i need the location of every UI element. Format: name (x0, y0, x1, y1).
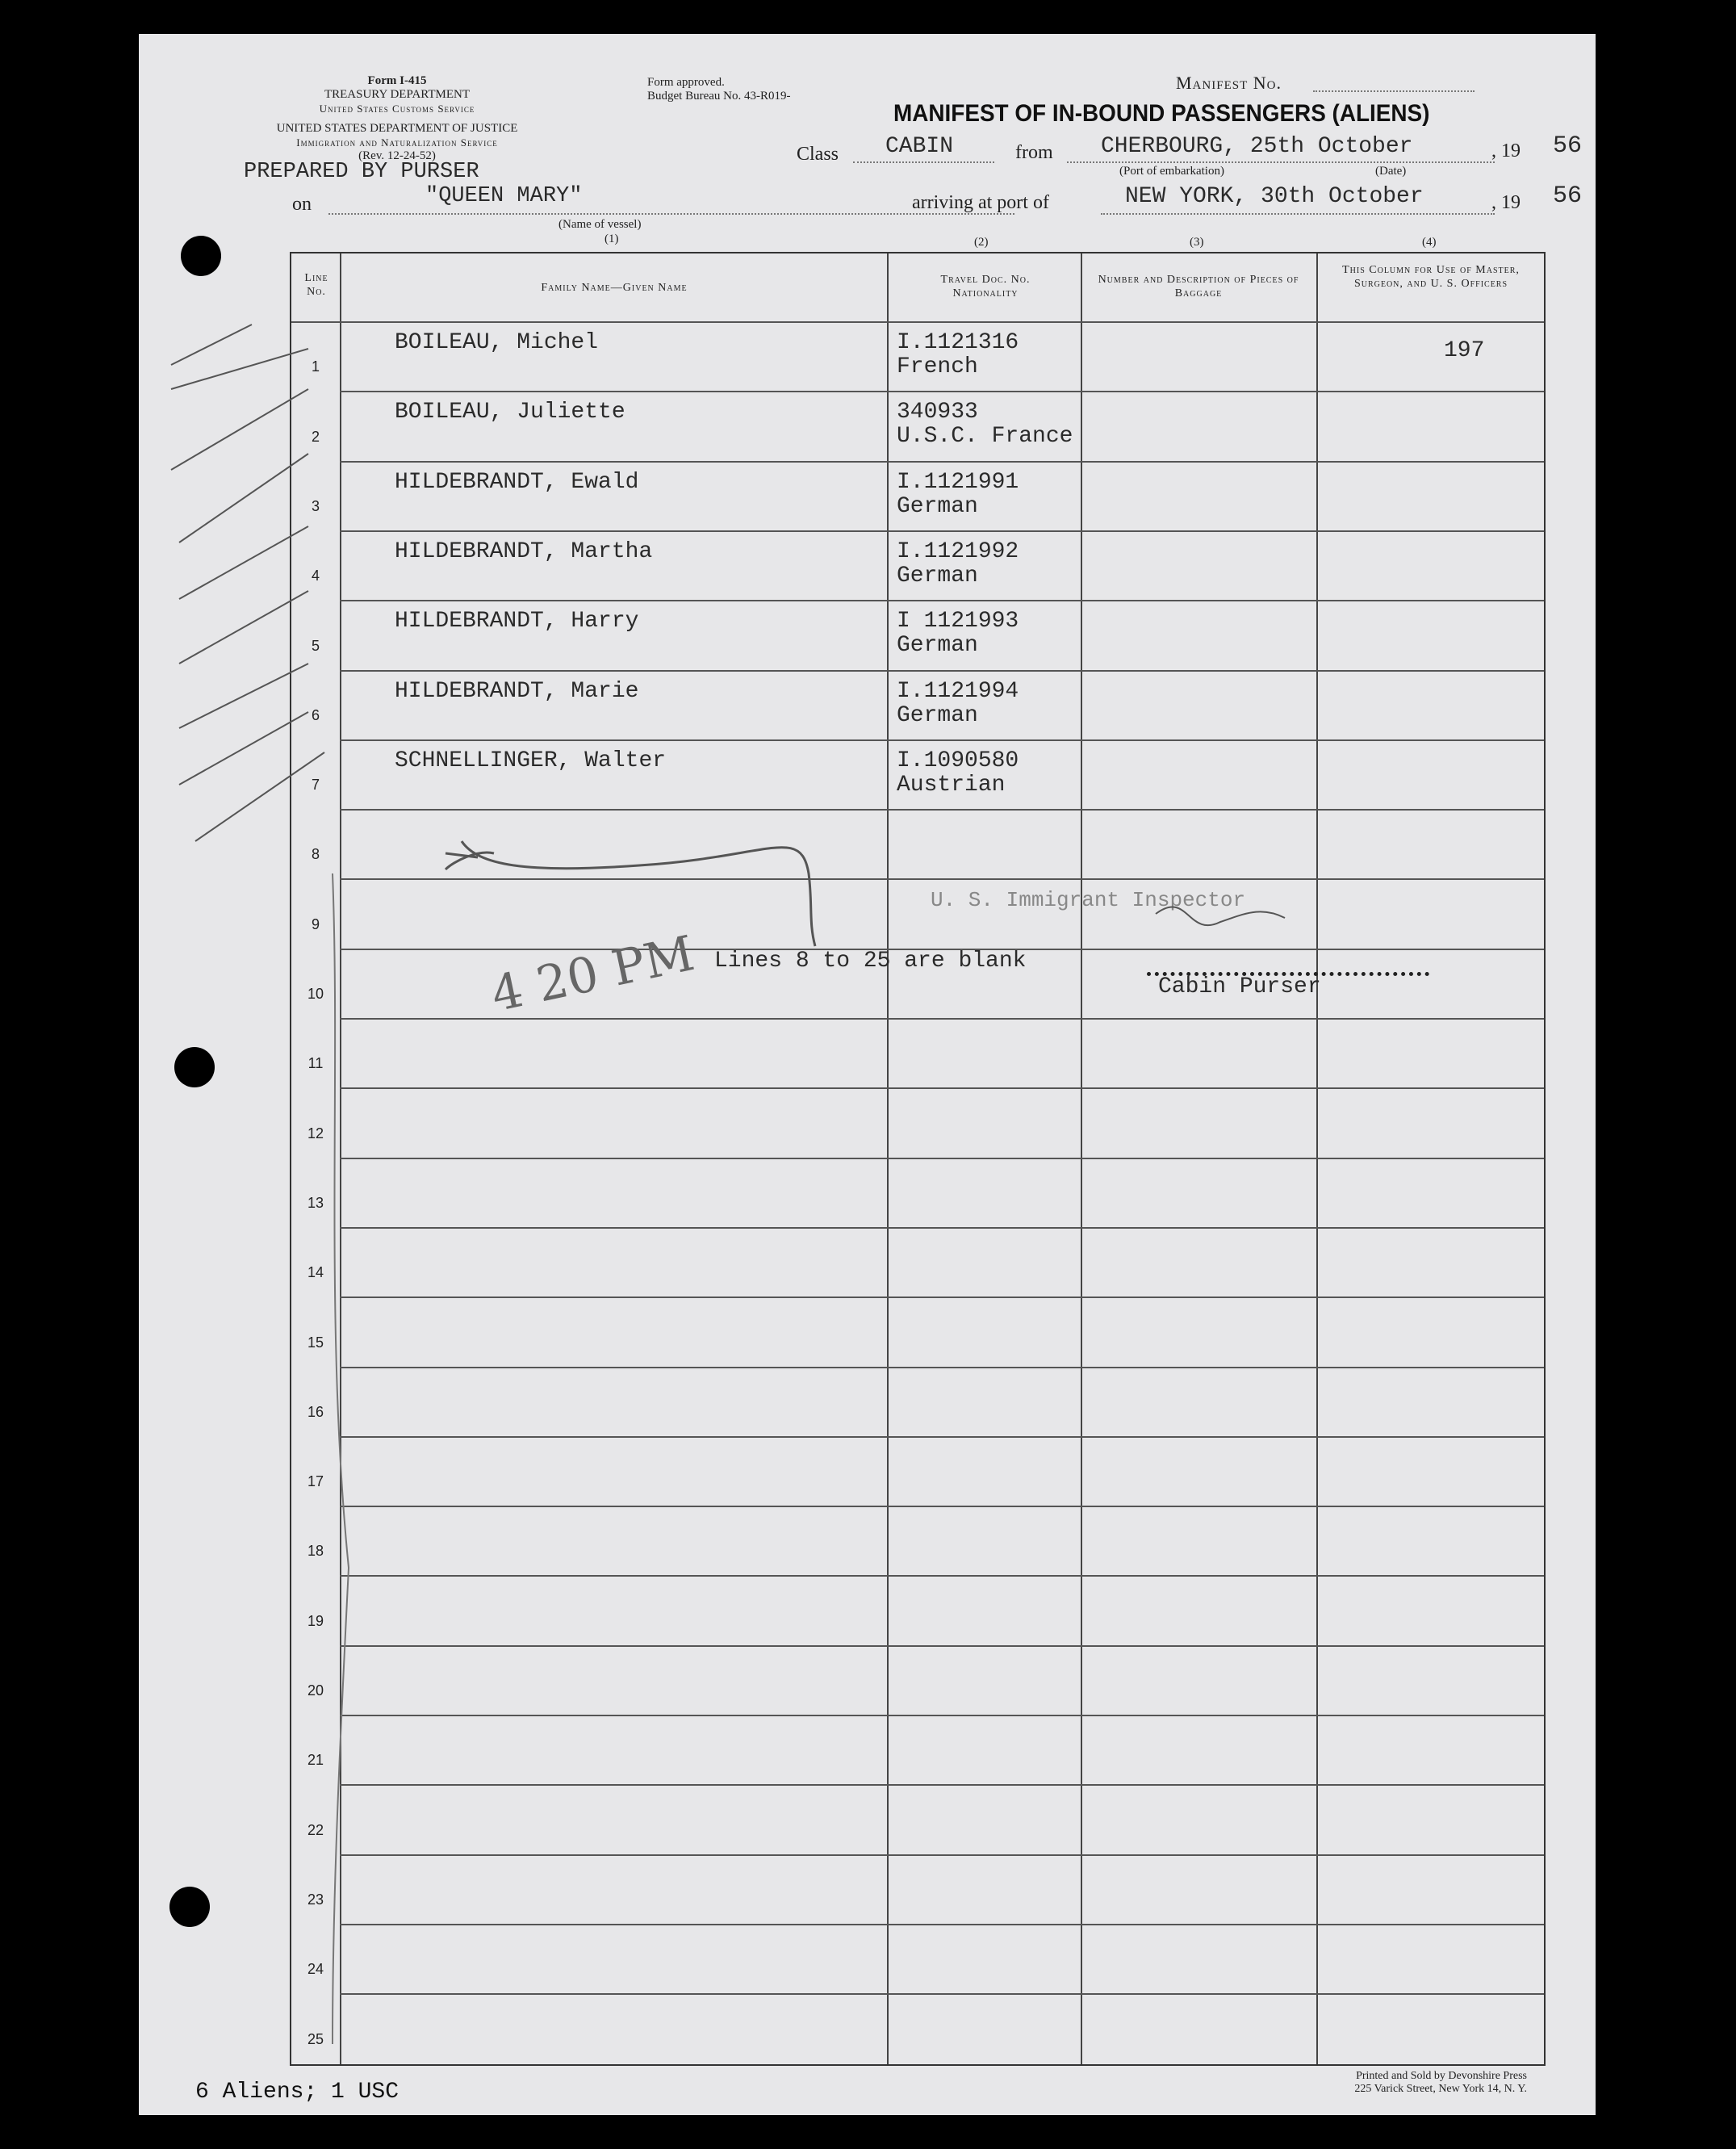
prepared-by: PREPARED BY PURSER (244, 160, 479, 184)
revision-date: (Rev. 12-24-52) (358, 149, 436, 162)
line-number: 8 (311, 846, 320, 863)
treasury-dept: TREASURY DEPARTMENT (324, 88, 471, 101)
budget-bureau: Budget Bureau No. 43-R019- (647, 90, 791, 103)
nationality: U.S.C. France (897, 424, 1073, 450)
manifest-sheet (139, 34, 1596, 2115)
printer-line-2: 225 Varick Street, New York 14, N. Y. (1354, 2083, 1527, 2095)
line-number: 18 (307, 1543, 324, 1560)
embark-year-prefix: , 19 (1491, 140, 1521, 161)
purser-label: Cabin Purser (1158, 974, 1321, 999)
passenger-name: BOILEAU, Michel (395, 330, 599, 355)
travel-doc-number: I 1121993 (897, 609, 1019, 635)
nationality: German (897, 493, 978, 519)
blank-lines-note: Lines 8 to 25 are blank (714, 949, 1027, 974)
embark-caption: (Port of embarkation) (1119, 165, 1224, 178)
vessel-name: "QUEEN MARY" (425, 184, 583, 208)
nationality: German (897, 633, 978, 659)
line-number: 11 (307, 1055, 324, 1072)
nationality: Austrian (897, 772, 1006, 798)
travel-doc-number: I.1121991 (897, 469, 1019, 495)
ins-label: Immigration and Naturalization Service (296, 136, 498, 149)
line-number: 7 (311, 777, 320, 794)
column-header-line-no: Line No. (304, 272, 328, 298)
summary-count: 6 Aliens; 1 USC (195, 2080, 399, 2105)
line-number: 6 (311, 706, 320, 723)
travel-doc-number: I.1121992 (897, 538, 1019, 564)
line-number: 21 (307, 1752, 324, 1769)
column-number-3: (3) (1190, 236, 1204, 249)
line-number: 17 (307, 1473, 324, 1490)
on-label: on (292, 194, 312, 215)
vessel-column-number: (1) (604, 232, 619, 245)
arrival-value: NEW YORK, 30th October (1125, 184, 1424, 209)
embark-year: 56 (1553, 132, 1583, 160)
line-number: 20 (307, 1682, 324, 1699)
nationality: German (897, 702, 978, 728)
justice-dept: UNITED STATES DEPARTMENT OF JUSTICE (276, 122, 518, 135)
vessel-caption: (Name of vessel) (558, 218, 642, 231)
column-header-officers: This Column for Use of Master, Surgeon, and U. S. Officers (1342, 264, 1520, 290)
line-number: 9 (311, 915, 320, 932)
handwritten-marks (139, 34, 1596, 2115)
arrival-year: 56 (1553, 182, 1583, 210)
class-label: Class (797, 144, 839, 165)
date-caption: (Date) (1375, 165, 1407, 178)
passenger-name: HILDEBRANDT, Harry (395, 609, 639, 635)
column-header-travel-doc: Travel Doc. No. Nationality (940, 274, 1031, 300)
column-number-2: (2) (974, 236, 989, 249)
line-number: 13 (307, 1194, 324, 1211)
inspector-stamp: U. S. Immigrant Inspector (931, 888, 1246, 912)
travel-doc-number: I.1090580 (897, 748, 1019, 773)
travel-doc-number: I.1121316 (897, 330, 1019, 355)
line-number: 12 (307, 1125, 324, 1142)
line-number: 19 (307, 1612, 324, 1629)
class-value: CABIN (885, 134, 954, 159)
nationality: French (897, 354, 978, 379)
line-number: 15 (307, 1334, 324, 1351)
arrival-year-prefix: , 19 (1491, 192, 1521, 213)
column-header-name: Family Name—Given Name (541, 282, 688, 294)
line-number: 24 (307, 1961, 324, 1978)
line-number: 3 (311, 497, 320, 514)
manifest-title: MANIFEST OF IN-BOUND PASSENGERS (ALIENS) (893, 100, 1430, 127)
passenger-name: HILDEBRANDT, Ewald (395, 469, 639, 495)
form-number: Form I-415 (367, 74, 427, 87)
line-number: 23 (307, 1891, 324, 1908)
time-stamp-handwritten: 4 20 PM (486, 925, 700, 1024)
passenger-name: SCHNELLINGER, Walter (395, 748, 667, 773)
officer-remark: 197 (1444, 338, 1485, 363)
line-number: 2 (311, 428, 320, 445)
passenger-name: HILDEBRANDT, Martha (395, 538, 653, 564)
line-number: 10 (307, 986, 324, 1002)
printer-credit (1269, 2070, 1527, 2096)
travel-doc-number: 340933 (897, 400, 978, 425)
passenger-name: HILDEBRANDT, Marie (395, 678, 639, 704)
line-number: 5 (311, 637, 320, 654)
line-number: 1 (311, 358, 320, 375)
from-label: from (1015, 142, 1053, 163)
column-header-baggage: Number and Description of Pieces of Baggage (1098, 274, 1299, 300)
embark-value: CHERBOURG, 25th October (1101, 134, 1413, 159)
customs-service: United States Customs Service (319, 103, 475, 115)
line-number: 16 (307, 1403, 324, 1420)
travel-doc-number: I.1121994 (897, 678, 1019, 704)
nationality: German (897, 563, 978, 589)
printer-line-1: Printed and Sold by Devonshire Press (1356, 2070, 1527, 2082)
manifest-no-label: Manifest No. (1176, 73, 1282, 93)
line-number: 14 (307, 1264, 324, 1281)
form-approved: Form approved. (647, 76, 725, 89)
line-number: 25 (307, 2030, 324, 2047)
passenger-name: BOILEAU, Juliette (395, 400, 625, 425)
line-number: 4 (311, 568, 320, 584)
arriving-label: arriving at port of (912, 192, 1049, 213)
line-number: 22 (307, 1821, 324, 1838)
column-number-4: (4) (1422, 236, 1437, 249)
